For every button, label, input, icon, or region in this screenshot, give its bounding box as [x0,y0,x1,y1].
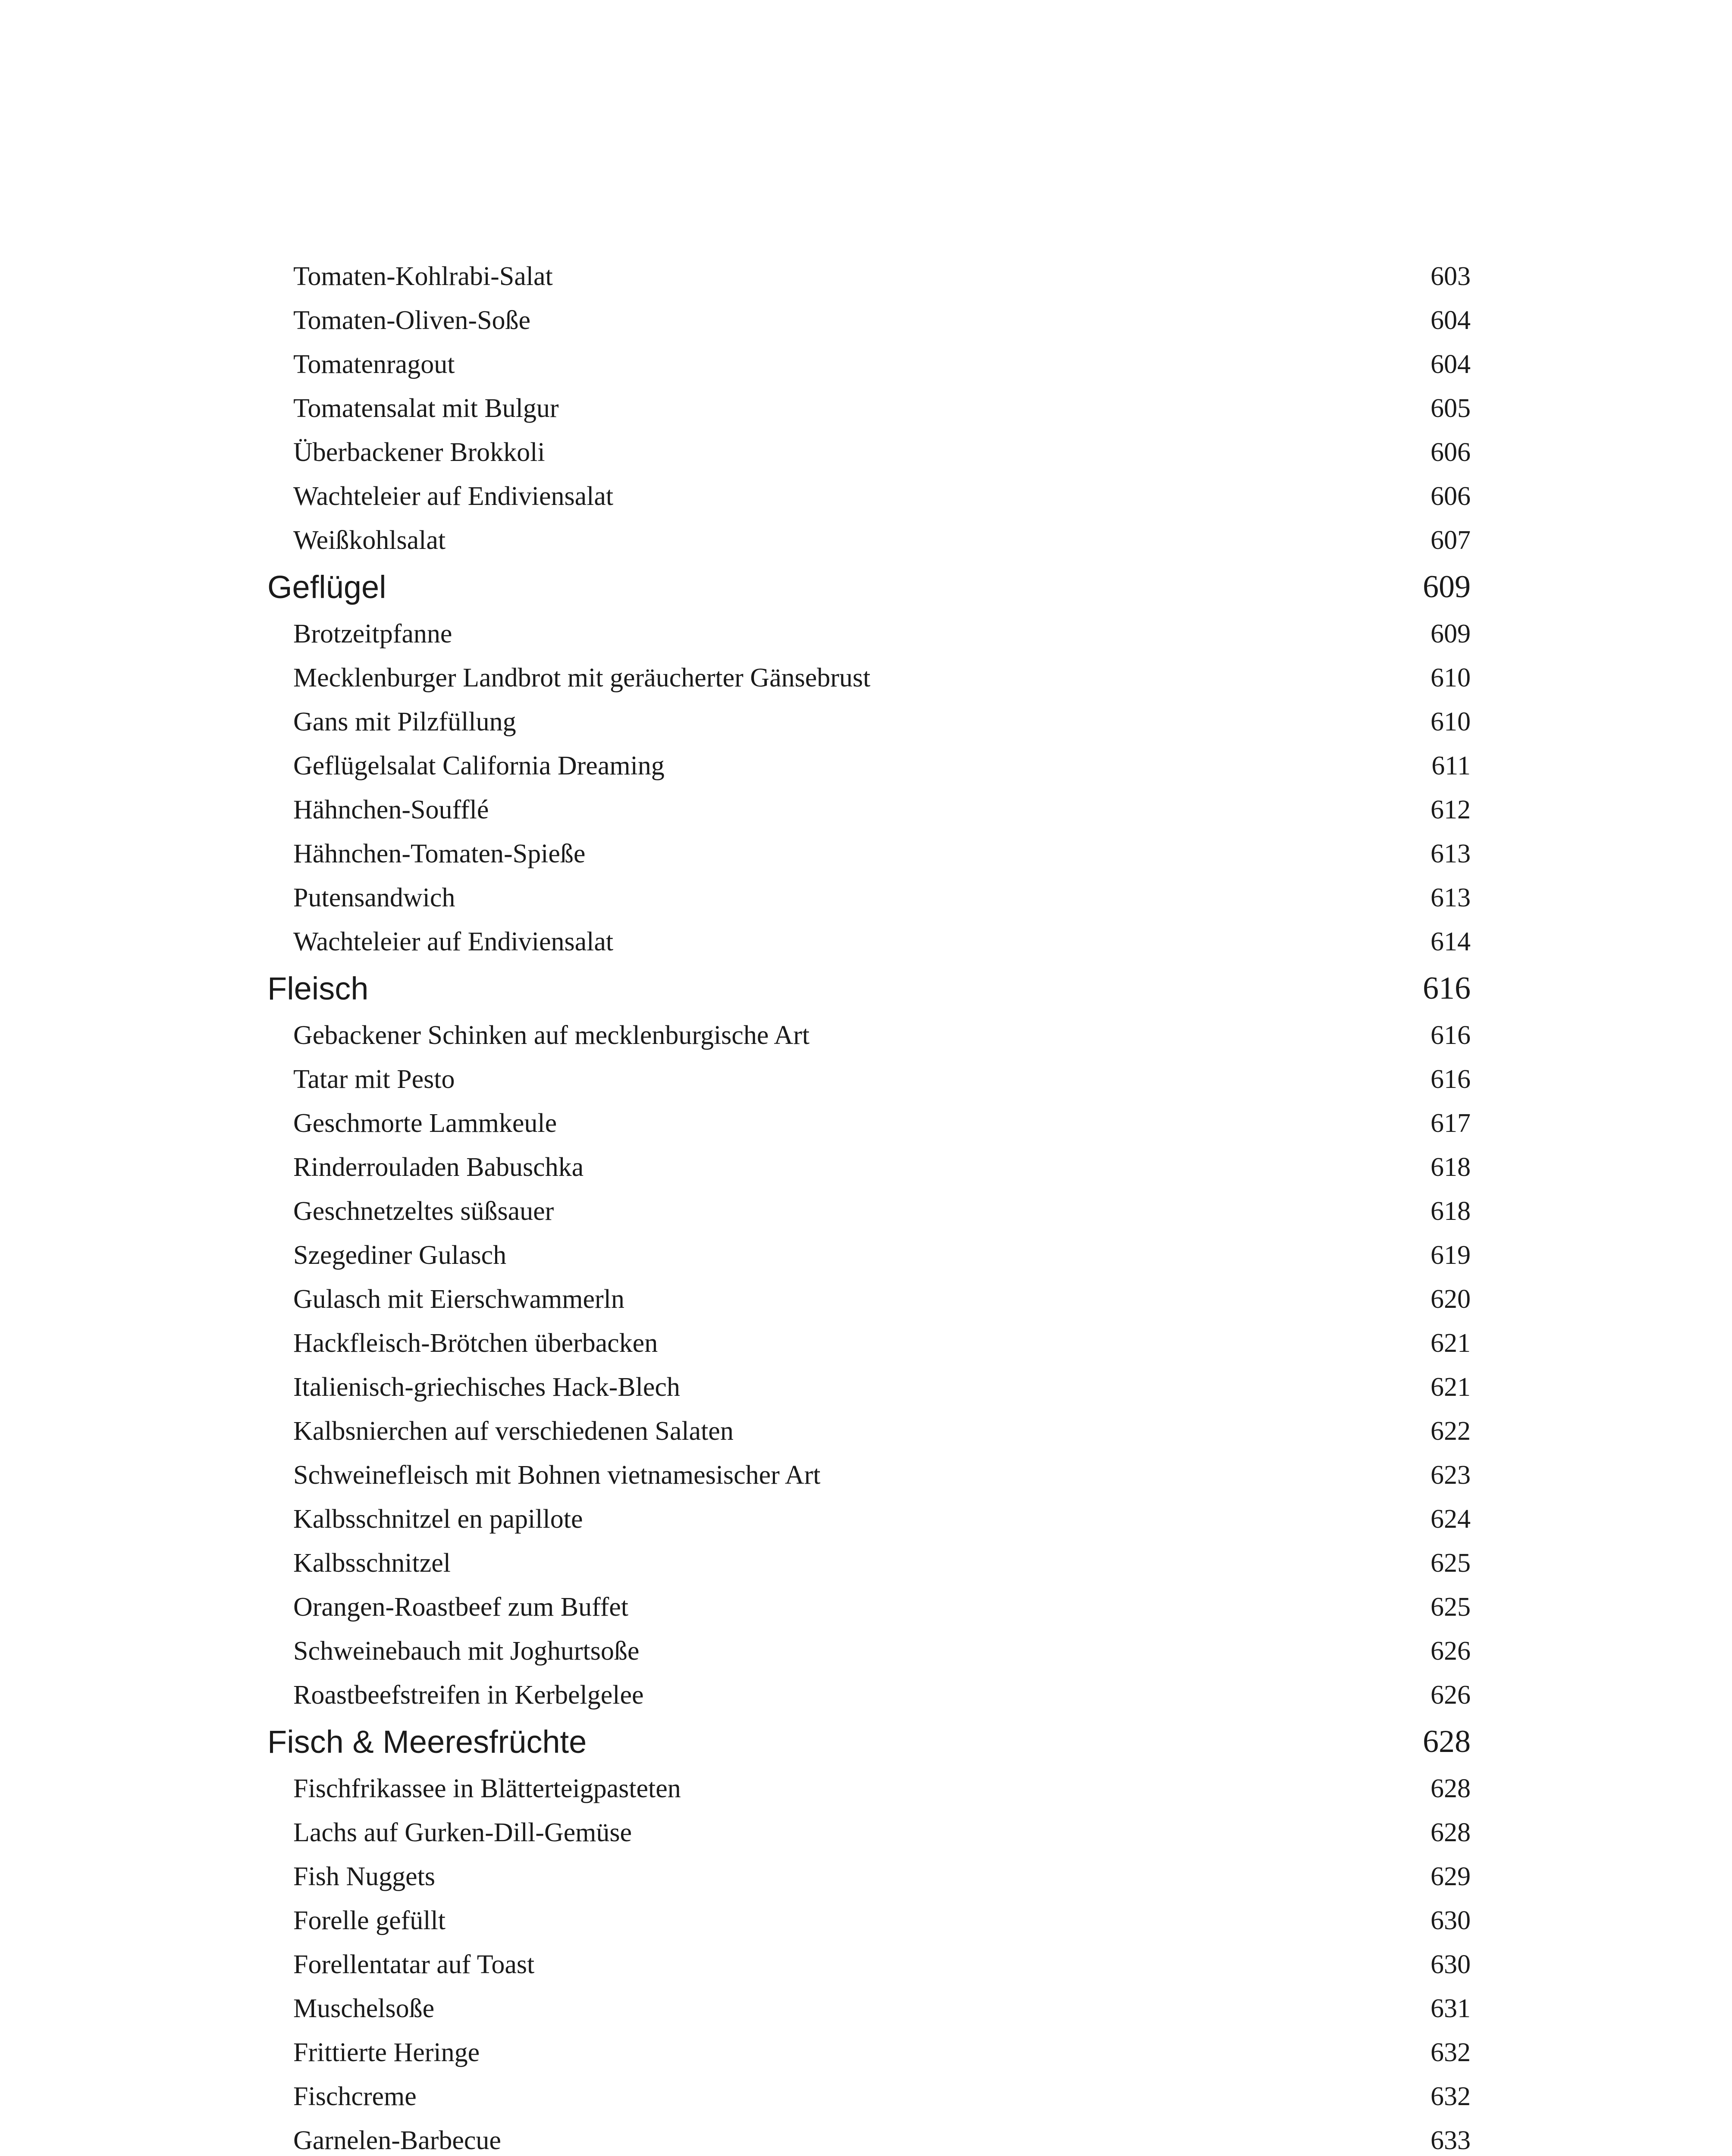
toc-entry[interactable] [267,386,1471,430]
toc-entry[interactable] [267,1541,1471,1585]
entry-page-number: 604 [1431,349,1471,379]
toc-entry[interactable] [267,876,1471,920]
entry-title: Roastbeefstreifen in Kerbelgelee [293,1680,644,1710]
toc-entry[interactable] [267,832,1471,876]
entry-page-number: 604 [1431,305,1471,335]
section-title: Geflügel [267,569,386,605]
entry-title: Fischcreme [293,2081,417,2111]
entry-title: Überbackener Brokkoli [293,437,545,467]
entry-page-number: 613 [1431,883,1471,912]
toc-entry[interactable] [267,1767,1471,1811]
table-of-contents [267,254,1471,2156]
entry-title: Garnelen-Barbecue [293,2125,501,2155]
toc-entry[interactable] [267,1365,1471,1409]
entry-page-number: 607 [1431,525,1471,555]
toc-entry[interactable] [267,1189,1471,1233]
entry-title: Hähnchen-Tomaten-Spieße [293,839,586,868]
entry-title: Kalbsnierchen auf verschiedenen Salaten [293,1416,734,1446]
entry-page-number: 630 [1431,1905,1471,1935]
entry-page-number: 609 [1431,619,1471,649]
toc-entry[interactable] [267,1585,1471,1629]
entry-page-number: 626 [1431,1636,1471,1666]
toc-entry[interactable] [267,1943,1471,1987]
entry-title: Putensandwich [293,883,455,912]
section-page-number: 628 [1423,1724,1471,1759]
entry-page-number: 621 [1431,1328,1471,1358]
toc-entry[interactable] [267,1233,1471,1277]
toc-entry[interactable] [267,700,1471,744]
entry-page-number: 628 [1431,1818,1471,1847]
section-title: Fleisch [267,971,369,1006]
entry-title: Fish Nuggets [293,1861,435,1891]
toc-entry[interactable] [267,1673,1471,1717]
entry-page-number: 625 [1431,1592,1471,1622]
entry-title: Schweinebauch mit Joghurtsoße [293,1636,640,1666]
entry-title: Tomatenragout [293,349,455,379]
entry-page-number: 606 [1431,437,1471,467]
toc-entry[interactable] [267,254,1471,298]
toc-entry[interactable] [267,1057,1471,1101]
toc-entry[interactable] [267,342,1471,386]
toc-entry[interactable] [267,2075,1471,2118]
toc-entry[interactable] [267,1811,1471,1855]
section-page-number: 616 [1423,971,1471,1006]
entry-page-number: 631 [1431,1993,1471,2023]
entry-page-number: 623 [1431,1460,1471,1490]
toc-entry[interactable] [267,1629,1471,1673]
toc-entry[interactable] [267,1987,1471,2031]
entry-page-number: 626 [1431,1680,1471,1710]
toc-section-heading[interactable] [267,964,1471,1013]
entry-page-number: 617 [1431,1108,1471,1138]
entry-title: Geschmorte Lammkeule [293,1108,557,1138]
entry-page-number: 624 [1431,1504,1471,1534]
entry-page-number: 630 [1431,1949,1471,1979]
entry-title: Fischfrikassee in Blätterteigpasteten [293,1774,681,1803]
toc-entry[interactable] [267,1899,1471,1943]
entry-page-number: 633 [1431,2125,1471,2155]
entry-page-number: 610 [1431,663,1471,693]
entry-title: Rinderrouladen Babuschka [293,1152,584,1182]
entry-page-number: 628 [1431,1774,1471,1803]
entry-title: Kalbsschnitzel en papillote [293,1504,583,1534]
entry-page-number: 606 [1431,481,1471,511]
entry-page-number: 629 [1431,1861,1471,1891]
toc-entry[interactable] [267,518,1471,562]
entry-title: Hähnchen-Soufflé [293,795,489,824]
entry-page-number: 616 [1431,1020,1471,1050]
entry-page-number: 620 [1431,1284,1471,1314]
entry-page-number: 611 [1431,751,1471,780]
toc-entry[interactable] [267,1409,1471,1453]
toc-entry[interactable] [267,298,1471,342]
entry-page-number: 618 [1431,1196,1471,1226]
entry-page-number: 616 [1431,1064,1471,1094]
entry-title: Forelle gefüllt [293,1905,446,1935]
entry-page-number: 614 [1431,927,1471,956]
entry-title: Mecklenburger Landbrot mit geräucherter Gänsebrust [293,663,871,693]
entry-title: Geschnetzeltes süßsauer [293,1196,554,1226]
entry-title: Forellentatar auf Toast [293,1949,535,1979]
toc-entry[interactable] [267,744,1471,788]
toc-entry[interactable] [267,474,1471,518]
toc-entry[interactable] [267,2118,1471,2156]
entry-page-number: 613 [1431,839,1471,868]
entry-page-number: 619 [1431,1240,1471,1270]
toc-entry[interactable] [267,656,1471,700]
entry-title: Schweinefleisch mit Bohnen vietnamesischer Art [293,1460,821,1490]
entry-title: Tomatensalat mit Bulgur [293,393,559,423]
entry-title: Wachteleier auf Endiviensalat [293,481,614,511]
toc-entry[interactable] [267,1321,1471,1365]
toc-entry[interactable] [267,1101,1471,1145]
entry-page-number: 618 [1431,1152,1471,1182]
section-page-number: 609 [1423,569,1471,605]
entry-title: Kalbsschnitzel [293,1548,451,1578]
entry-title: Gebackener Schinken auf mecklenburgische Art [293,1020,810,1050]
entry-page-number: 621 [1431,1372,1471,1402]
entry-title: Gans mit Pilzfüllung [293,707,516,736]
entry-page-number: 605 [1431,393,1471,423]
entry-title: Tomaten-Kohlrabi-Salat [293,261,553,291]
toc-entry[interactable] [267,1855,1471,1899]
entry-title: Tatar mit Pesto [293,1064,455,1094]
entry-page-number: 603 [1431,261,1471,291]
entry-title: Weißkohlsalat [293,525,446,555]
entry-title: Gulasch mit Eierschwammerln [293,1284,624,1314]
toc-entry[interactable] [267,1497,1471,1541]
toc-section-heading[interactable] [267,562,1471,612]
entry-title: Geflügelsalat California Dreaming [293,751,665,780]
entry-page-number: 625 [1431,1548,1471,1578]
entry-page-number: 610 [1431,707,1471,736]
toc-entry[interactable] [267,1145,1471,1189]
toc-entry[interactable] [267,430,1471,474]
entry-title: Brotzeitpfanne [293,619,452,649]
toc-entry[interactable] [267,1453,1471,1497]
entry-title: Szegediner Gulasch [293,1240,507,1270]
entry-title: Lachs auf Gurken-Dill-Gemüse [293,1818,632,1847]
toc-section-heading[interactable] [267,1717,1471,1767]
entry-page-number: 612 [1431,795,1471,824]
entry-title: Wachteleier auf Endiviensalat [293,927,614,956]
entry-page-number: 632 [1431,2081,1471,2111]
entry-page-number: 632 [1431,2037,1471,2067]
entry-title: Orangen-Roastbeef zum Buffet [293,1592,629,1622]
toc-entry[interactable] [267,1277,1471,1321]
toc-entry[interactable] [267,612,1471,656]
toc-entry[interactable] [267,788,1471,832]
entry-title: Italienisch-griechisches Hack-Blech [293,1372,680,1402]
section-title: Fisch & Meeresfrüchte [267,1724,587,1760]
entry-title: Hackfleisch-Brötchen überbacken [293,1328,658,1358]
entry-title: Tomaten-Oliven-Soße [293,305,531,335]
toc-entry[interactable] [267,2031,1471,2075]
entry-page-number: 622 [1431,1416,1471,1446]
toc-entry[interactable] [267,920,1471,964]
entry-title: Frittierte Heringe [293,2037,480,2067]
toc-entry[interactable] [267,1013,1471,1057]
entry-title: Muschelsoße [293,1993,435,2023]
